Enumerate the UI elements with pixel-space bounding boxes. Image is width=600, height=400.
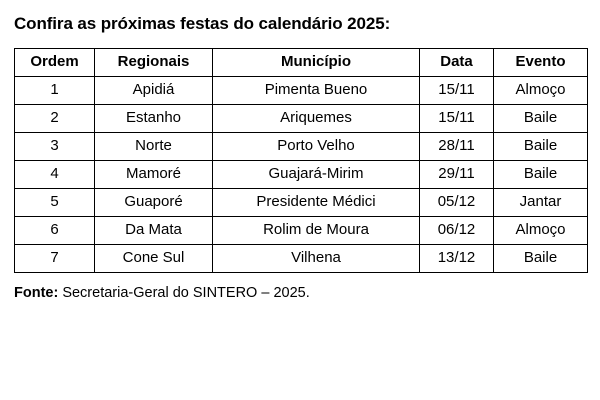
page-title: Confira as próximas festas do calendário 2025: — [14, 14, 391, 33]
cell-evento: Baile — [494, 104, 588, 132]
table-row — [15, 160, 588, 188]
table-header-row — [15, 48, 588, 76]
table-row — [15, 188, 588, 216]
cell-regional: Apidiá — [95, 76, 213, 104]
cell-ordem: 3 — [15, 132, 95, 160]
cell-data: 29/11 — [420, 160, 494, 188]
cell-municipio: Porto Velho — [213, 132, 420, 160]
cell-data: 05/12 — [420, 188, 494, 216]
column-header-regionais: Regionais — [95, 48, 213, 76]
column-header-evento: Evento — [494, 48, 588, 76]
cell-ordem: 4 — [15, 160, 95, 188]
cell-evento: Baile — [494, 160, 588, 188]
cell-municipio: Vilhena — [213, 244, 420, 272]
cell-municipio: Guajará-Mirim — [213, 160, 420, 188]
source-text: Secretaria-Geral do SINTERO – 2025. — [58, 284, 310, 301]
cell-regional: Estanho — [95, 104, 213, 132]
cell-ordem: 1 — [15, 76, 95, 104]
cell-evento: Baile — [494, 132, 588, 160]
cell-regional: Norte — [95, 132, 213, 160]
table-row — [15, 244, 588, 272]
table-row — [15, 132, 588, 160]
cell-evento: Jantar — [494, 188, 588, 216]
column-header-municipio: Município — [213, 48, 420, 76]
cell-evento: Baile — [494, 244, 588, 272]
table-body — [15, 76, 588, 272]
cell-data: 15/11 — [420, 104, 494, 132]
cell-regional: Mamoré — [95, 160, 213, 188]
cell-regional: Da Mata — [95, 216, 213, 244]
cell-ordem: 5 — [15, 188, 95, 216]
cell-ordem: 2 — [15, 104, 95, 132]
cell-municipio: Rolim de Moura — [213, 216, 420, 244]
cell-regional: Guaporé — [95, 188, 213, 216]
source-note — [14, 285, 588, 302]
calendar-table — [14, 48, 588, 273]
cell-municipio: Pimenta Bueno — [213, 76, 420, 104]
table-header — [15, 48, 588, 76]
cell-municipio: Ariquemes — [213, 104, 420, 132]
column-header-ordem: Ordem — [15, 48, 95, 76]
table-row — [15, 104, 588, 132]
cell-regional: Cone Sul — [95, 244, 213, 272]
column-header-data: Data — [420, 48, 494, 76]
table-row — [15, 216, 588, 244]
cell-evento: Almoço — [494, 76, 588, 104]
cell-data: 28/11 — [420, 132, 494, 160]
table-row — [15, 76, 588, 104]
cell-ordem: 7 — [15, 244, 95, 272]
cell-data: 15/11 — [420, 76, 494, 104]
source-label: Fonte: — [14, 284, 59, 301]
cell-ordem: 6 — [15, 216, 95, 244]
cell-municipio: Presidente Médici — [213, 188, 420, 216]
cell-data: 06/12 — [420, 216, 494, 244]
cell-data: 13/12 — [420, 244, 494, 272]
cell-evento: Almoço — [494, 216, 588, 244]
